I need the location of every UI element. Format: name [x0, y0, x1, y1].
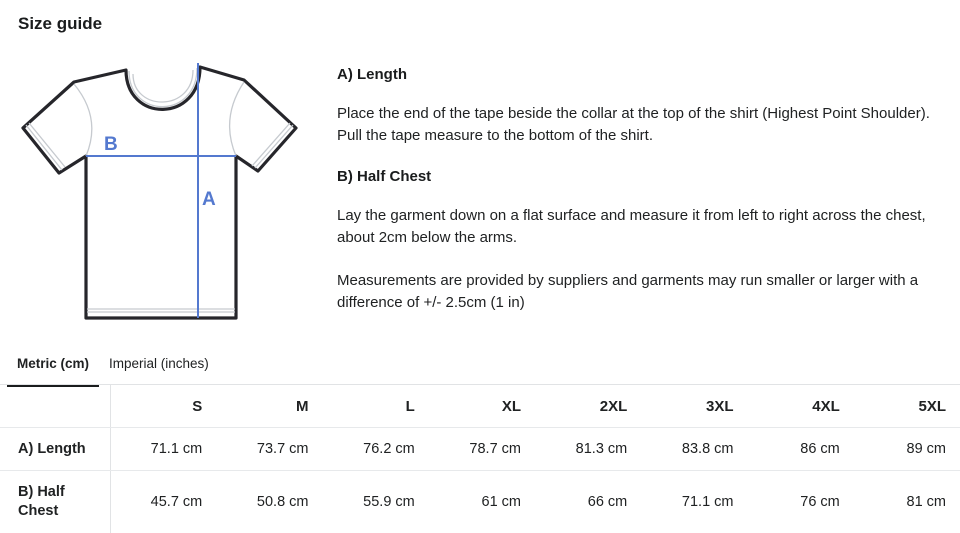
row-label-length: A) Length — [0, 428, 110, 471]
tshirt-measurement-diagram — [8, 45, 308, 340]
size-chart-header-row — [0, 385, 960, 428]
half-chest-value-4xl: 76 cm — [800, 493, 840, 510]
length-value-s: 71.1 cm — [110, 428, 216, 471]
half-chest-value-m: 50.8 cm — [256, 493, 309, 510]
column-header-m: M — [216, 385, 322, 428]
tab-imperial-inches[interactable]: Imperial (inches) — [109, 356, 209, 371]
half-chest-section-heading: B) Half Chest — [337, 168, 432, 185]
length-section-heading: A) Length — [337, 66, 407, 83]
half-chest-value-s: 45.7 cm — [150, 493, 203, 510]
length-value-5xl: 89 cm — [854, 428, 960, 471]
length-label: A — [202, 189, 216, 210]
table-row-half-chest — [0, 471, 960, 533]
column-header-5xl: 5XL — [854, 385, 960, 428]
supplier-note: Measurements are provided by suppliers and garments may run smaller or larger with a difference of +/- 2.5cm (1 in) — [337, 272, 919, 311]
length-value-l: 76.2 cm — [323, 428, 429, 471]
tab-metric-cm[interactable]: Metric (cm) — [7, 348, 99, 387]
half-chest-value-3xl: 71.1 cm — [681, 493, 734, 510]
length-value-4xl: 86 cm — [748, 428, 854, 471]
size-chart-corner-cell — [0, 385, 110, 428]
column-header-3xl: 3XL — [641, 385, 747, 428]
tshirt-outline — [23, 67, 296, 318]
table-row-length — [0, 428, 960, 471]
page-title: Size guide — [18, 14, 103, 33]
half-chest-section-body: Lay the garment down on a flat surface and measure it from left to right across the chest, about 2cm below the arms. — [337, 207, 926, 246]
measurement-instructions — [337, 66, 949, 335]
size-chart-table — [0, 384, 960, 533]
length-value-m: 73.7 cm — [216, 428, 322, 471]
length-value-xl: 78.7 cm — [429, 428, 535, 471]
half-chest-label: B — [104, 134, 118, 155]
column-header-l: L — [323, 385, 429, 428]
column-header-s: S — [110, 385, 216, 428]
column-header-2xl: 2XL — [535, 385, 641, 428]
half-chest-value-xl: 61 cm — [481, 493, 521, 510]
column-header-xl: XL — [429, 385, 535, 428]
row-label-half-chest: B) Half Chest — [0, 471, 110, 533]
half-chest-value-2xl: 66 cm — [587, 493, 628, 510]
half-chest-value-5xl: 81 cm — [906, 493, 946, 510]
half-chest-value-l: 55.9 cm — [363, 493, 415, 510]
unit-tabs — [7, 348, 219, 387]
column-header-4xl: 4XL — [748, 385, 854, 428]
length-section-body: Place the end of the tape beside the collar at the top of the shirt (Highest Point Shoulder). Pull the tape measure to the bottom of the shirt. — [337, 105, 930, 144]
tshirt-diagram-icon — [8, 45, 308, 340]
length-value-3xl: 83.8 cm — [641, 428, 747, 471]
length-value-2xl: 81.3 cm — [535, 428, 641, 471]
